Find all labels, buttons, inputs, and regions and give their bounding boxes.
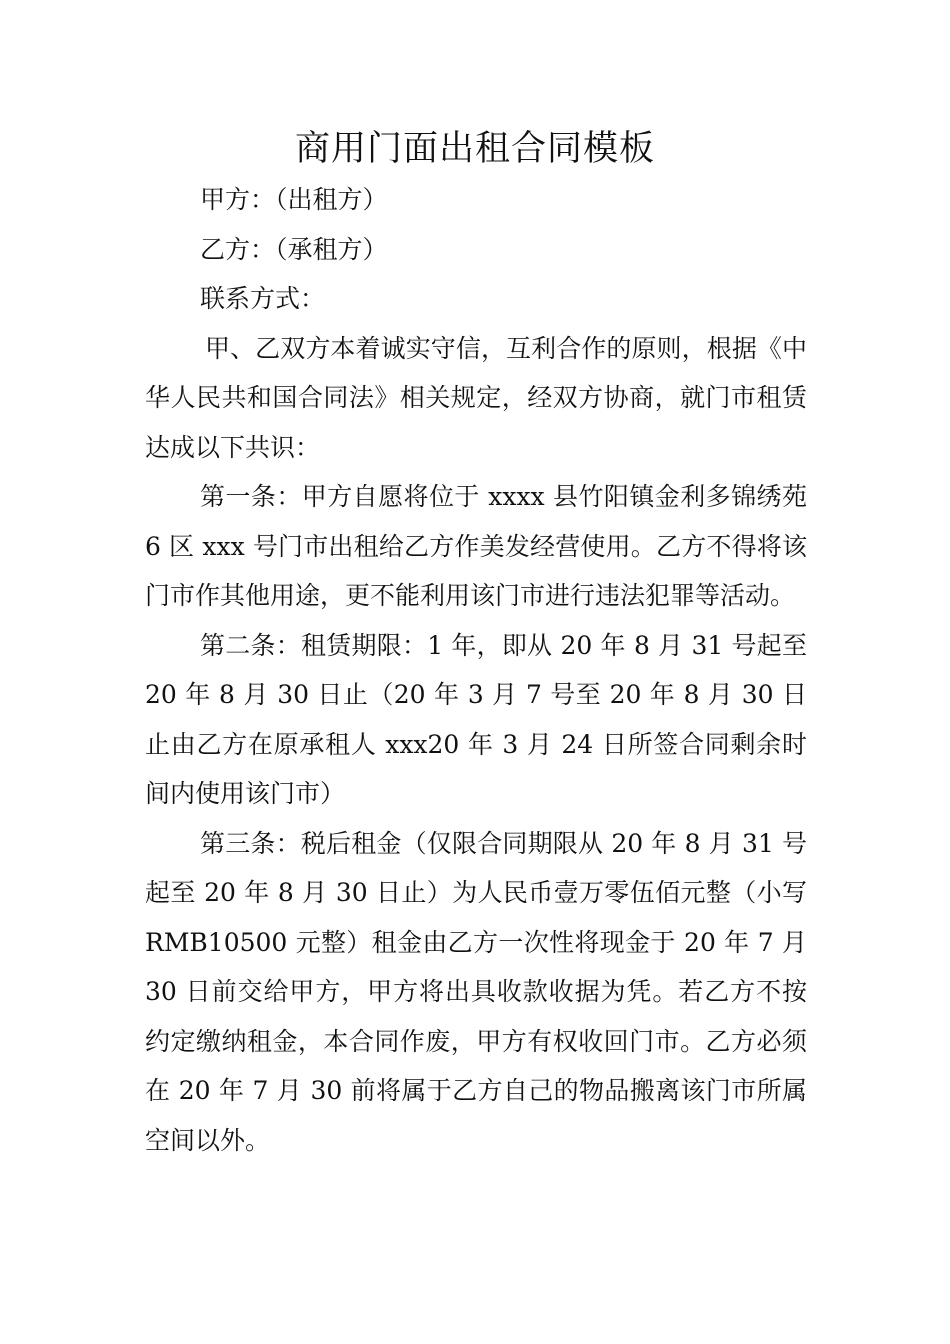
article-1-paragraph: 第一条：甲方自愿将位于 xxxx 县竹阳镇金利多锦绣苑 6 区 xxx 号门市出租给乙方作美发经营使用。乙方不得将该门市作其他用途，更不能利用该门市进行违法犯罪等活动。: [145, 482, 807, 610]
party-a-line: 甲方：（出租方）: [200, 185, 388, 214]
article-2-paragraph: 第二条：租赁期限：1 年，即从 20 年 8 月 31 号起至 20 年 8 月 30 日止（20 年 3 月 7 号至 20 年 8 月 30 日止由乙方在原承租人 xxx20 年 3 月 24 日所签合同剩余时间内使用该门市）: [145, 630, 807, 808]
document-body: [145, 175, 807, 1165]
party-b-line: 乙方：（承租方）: [200, 234, 388, 264]
preamble-paragraph: 甲、乙双方本着诚实守信，互利合作的原则，根据《中华人民共和国合同法》相关规定，经双方协商，就门市租赁达成以下共识：: [145, 333, 807, 462]
document-title: 商用门面出租合同模板: [294, 129, 655, 169]
contact-line: 联系方式：: [200, 284, 326, 313]
article-3-paragraph: 第三条：税后租金（仅限合同期限从 20 年 8 月 31 号起至 20 年 8 月 30 日止）为人民币壹万零伍佰元整（小写 RMB10500 元整）租金由乙方一次性将现金于 20 年 7 月 30 日前交给甲方，甲方将出具收款收据为凭。若乙方不按约定缴纳租金，本合同作废，甲方有权收回门市。乙方必须在 20 年 7 月 30 前将属于乙方自己的物品搬离该门市所属空间以外。: [145, 828, 807, 1155]
